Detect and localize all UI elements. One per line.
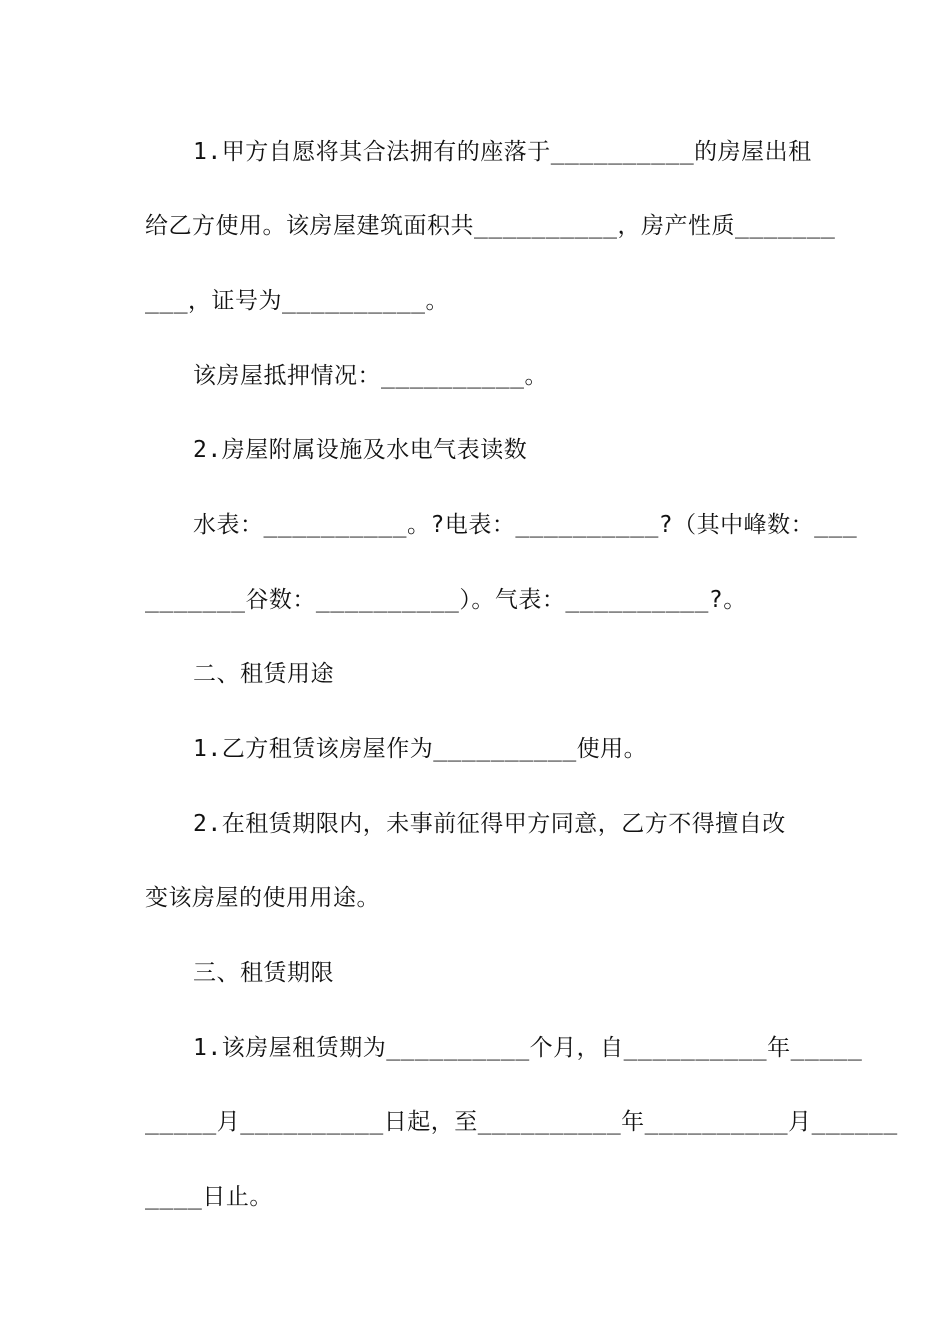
paragraph-line: 1.甲方自愿将其合法拥有的座落于__________的房屋出租 <box>193 139 812 165</box>
paragraph-line: 水表：__________。?电表：__________?（其中峰数：___ <box>193 512 858 538</box>
paragraph-line: _____月__________日起，至__________年__________月______ <box>145 1109 898 1135</box>
paragraph-line: ____日止。 <box>145 1184 273 1210</box>
paragraph-line: 2.在租赁期限内，未事前征得甲方同意，乙方不得擅自改 <box>193 811 786 837</box>
paragraph-line: ___，证号为__________。 <box>145 288 450 314</box>
section-heading: 三、租赁期限 <box>193 960 334 986</box>
paragraph-line: 给乙方使用。该房屋建筑面积共__________，房产性质_______ <box>145 213 836 239</box>
paragraph-line: _______谷数：__________）。气表：__________?。 <box>145 587 747 613</box>
paragraph-line: 变该房屋的使用用途。 <box>145 885 380 911</box>
paragraph-line: 1.该房屋租赁期为__________个月，自__________年_____ <box>193 1035 863 1061</box>
paragraph-line: 1.乙方租赁该房屋作为__________使用。 <box>193 736 648 762</box>
section-heading: 二、租赁用途 <box>193 661 334 687</box>
paragraph-line: 该房屋抵押情况：__________。 <box>193 363 548 389</box>
section-line: 2.房屋附属设施及水电气表读数 <box>193 437 528 463</box>
